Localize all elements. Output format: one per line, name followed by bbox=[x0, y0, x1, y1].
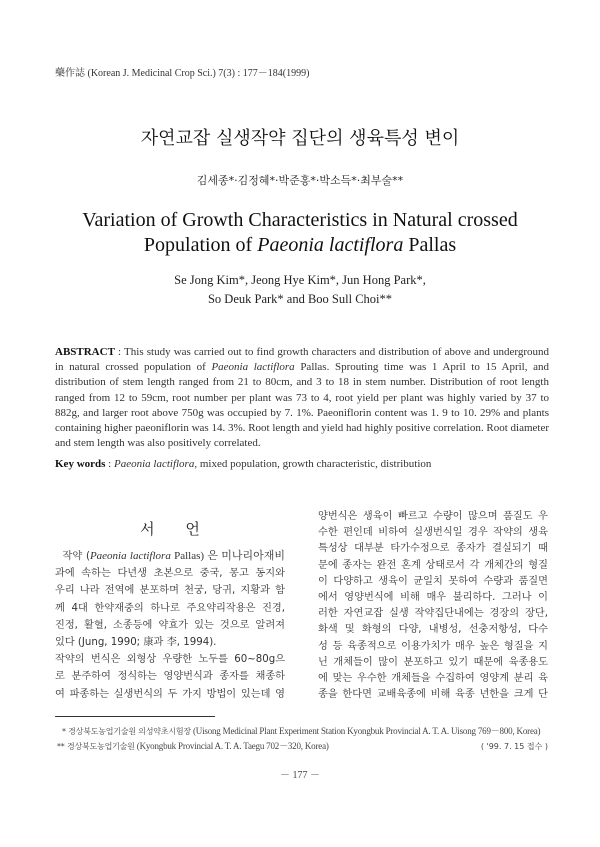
species-name: Paeonia lactiflora bbox=[89, 550, 171, 562]
english-title bbox=[0, 208, 600, 258]
separator: : bbox=[105, 458, 114, 471]
body-line: 특성상 대부분 타가수정으로 종자가 결실되기 때 bbox=[318, 543, 548, 555]
affiliation-ko: 경상북도농업기술원 bbox=[66, 742, 135, 751]
body-line: 작약의 번식은 외형상 우량한 노두를 60~80g으 bbox=[55, 654, 285, 666]
species-name: Paeonia lactiflora, bbox=[113, 458, 198, 471]
text: 작약 ( bbox=[62, 551, 90, 562]
footnote-mark: * bbox=[62, 727, 66, 736]
footnote-divider bbox=[55, 716, 215, 717]
species-name: Paeonia lactiflora bbox=[257, 234, 404, 256]
footnote-2 bbox=[57, 741, 329, 752]
body-line: 께 4대 한약재중의 하나로 주요약리작용은 진경, bbox=[55, 602, 285, 614]
affiliation-en: (Uisong Medicinal Plant Experiment Station Kyongbuk Provincial A. T. A. Uisong 769－800, Korea) bbox=[190, 726, 541, 736]
korean-title: 자연교잡 실생작약 집단의 생육특성 변이 bbox=[140, 128, 460, 149]
body-line: 양번식은 생육이 빠르고 수량이 많으며 품질도 우 bbox=[318, 511, 548, 522]
footnote-mark: ** bbox=[57, 742, 65, 751]
body-line: 종을 한다면 교배육종에 비해 육종 년한을 크게 단 bbox=[318, 689, 548, 701]
species-name: Paeonia lactiflora bbox=[211, 361, 295, 374]
abstract-text: This study was carried out to find growth characters and distribution of above and underground in natural crossed population of bbox=[55, 346, 549, 374]
body-line: 화색 및 화형의 다양, 내병성, 선충저항성, 다수 bbox=[318, 624, 548, 636]
abstract-text: Pallas. Sprouting time was 1 April to 15 April, and distribution of stem length ranged from 21 to 80cm, and 3 to 18 in stem number. Distribution of root length ranged from 12 to 59cm, root number per plant was 73 to 4, root yield per plant was highly varied by 37 to 882g, and larger root above 750g was occupied by 7. 1%. Paeoniflorin content was 1. 9 to 10. 29% and plants containing higher paeoniflorin was 14. 3%. Root length and yield had highly positive correlation. Root diameter and stem length was also positively correlated. bbox=[55, 361, 549, 450]
keywords-text: mixed population, growth characteristic, distribution bbox=[197, 458, 432, 471]
body-line: 수한 편인데 비하여 실생번식일 경우 작약의 생육 bbox=[318, 527, 548, 539]
body-line: 진정, 활혈, 소종등에 약효가 있는 것으로 알려져 bbox=[55, 619, 285, 631]
body-line: 에 맞는 우수한 개체들을 수집하여 영양계 분리 육 bbox=[318, 672, 548, 684]
authors-line2: So Deuk Park* and Boo Sull Choi** bbox=[207, 292, 393, 306]
footnote-1 bbox=[62, 726, 540, 737]
body-line: 여 파종하는 실생번식의 두 가지 방법이 있는데 영 bbox=[55, 688, 285, 700]
body-line: 에서 영양번식에 비해 매우 불리하다. 그러나 이 bbox=[318, 591, 548, 603]
body-line bbox=[55, 548, 285, 565]
section-heading-introduction: 서 언 bbox=[140, 520, 200, 538]
received-date: ( '99. 7. 15 접수 ) bbox=[480, 742, 548, 751]
body-line: 러한 자연교잡 실생 작약집단내에는 경장의 장단, bbox=[318, 608, 548, 620]
title-text: Pallas bbox=[403, 234, 457, 256]
body-line: 과에 속하는 다년생 초본으로 중국, 몽고 동지와 bbox=[55, 568, 285, 580]
abstract-block bbox=[55, 345, 549, 472]
body-line: 우리 나라 전역에 분포하며 천궁, 당귀, 지황과 함 bbox=[55, 585, 285, 597]
authors-line1: Se Jong Kim*, Jeong Hye Kim*, Jun Hong Park*, bbox=[174, 273, 426, 287]
separator: : bbox=[114, 346, 125, 358]
title-text: Population of bbox=[143, 234, 258, 256]
affiliation-ko: 경상북도농업기술원 의성약초시험장 bbox=[68, 727, 191, 736]
keywords bbox=[55, 457, 549, 472]
abstract-label: ABSTRACT bbox=[55, 346, 115, 358]
body-line: 로 분주하여 정식하는 영양번식과 종자를 채종하 bbox=[55, 671, 285, 683]
english-authors bbox=[0, 271, 600, 309]
journal-header: 藥作誌 (Korean J. Medicinal Crop Sci.) 7(3) : 177－184(1999) bbox=[55, 68, 310, 79]
english-title-line1: Variation of Growth Characteristics in Natural crossed bbox=[82, 209, 518, 231]
affiliation-en: (Kyongbuk Provincial A. T. A. Taegu 702－320, Korea) bbox=[134, 741, 329, 751]
page-number: － 177 － bbox=[280, 770, 320, 781]
body-line: 성 등 육종적으로 이용가치가 매우 높은 형질을 지 bbox=[318, 640, 548, 652]
body-line: 있다 (Jung, 1990; 康과 李, 1994). bbox=[55, 636, 217, 648]
left-column bbox=[55, 548, 285, 703]
english-title-line2 bbox=[0, 233, 600, 258]
body-line: 이 다양하고 생육이 균일치 못하여 수량과 품질면 bbox=[318, 575, 548, 587]
korean-authors: 김세종*·김정혜*·박준홍*·박소득*·최부술** bbox=[196, 174, 404, 187]
right-column bbox=[318, 509, 548, 703]
text: Pallas) 은 미나리아재비 bbox=[170, 550, 285, 562]
abstract bbox=[55, 345, 549, 451]
body-line: 닌 개체들이 많이 분포하고 있기 때문에 육종용도 bbox=[318, 656, 548, 668]
keywords-label: Key words bbox=[55, 458, 106, 471]
body-line: 문에 종자는 완전 혼계 상태로서 각 개체간의 형질 bbox=[318, 559, 548, 571]
